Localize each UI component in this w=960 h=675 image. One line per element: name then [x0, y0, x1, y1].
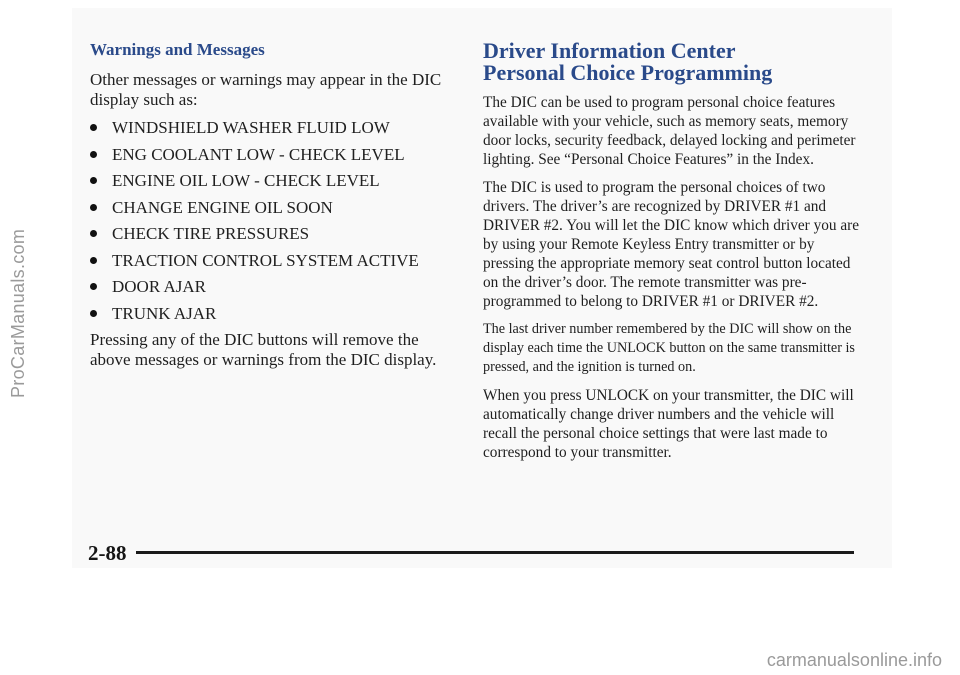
list-item-text: CHECK TIRE PRESSURES [112, 224, 310, 243]
list-item [90, 304, 450, 324]
list-item-text: DOOR AJAR [112, 277, 206, 296]
paragraph: The DIC is used to program the personal choices of two drivers. The driver’s are recognized by DRIVER #1 and DRIVER #2. You will let the DIC know which driver you are by using your Remote Keyless Entry transmitter or by pressing the appropriate memory seat control button located on the driver’s door. The remote transmitter was pre-programmed to belong to DRIVER #1 or DRIVER #2. [483, 179, 860, 310]
page-number: 2-88 [88, 541, 127, 565]
intro-text: Other messages or warnings may appear in the DIC display such as: [90, 70, 442, 109]
bullet-icon [90, 283, 97, 290]
list-item-text: WINDSHIELD WASHER FLUID LOW [112, 118, 390, 137]
closing-text: Pressing any of the DIC buttons will remove the above messages or warnings from the DIC display. [90, 330, 437, 369]
bullet-icon [90, 124, 97, 131]
list-item-text: TRUNK AJAR [112, 303, 217, 323]
bullet-icon [90, 257, 97, 264]
list-item-text: CHANGE ENGINE OIL SOON [112, 197, 333, 217]
list-item [90, 224, 450, 244]
section-heading [483, 40, 863, 84]
bullet-icon [90, 230, 97, 237]
personal-choice-section [483, 40, 863, 471]
paragraph: The DIC can be used to program personal choice features available with your vehicle, such as memory seats, memory door locks, security feedback, delayed locking and perimeter lighting. See “Personal Choice Features” in the Index. [483, 94, 856, 168]
footer-watermark: carmanualsonline.info [766, 650, 942, 670]
list-item-text: TRACTION CONTROL SYSTEM ACTIVE [112, 250, 419, 270]
bullet-icon [90, 151, 97, 158]
list-item [90, 198, 450, 218]
warning-list [90, 118, 450, 324]
section-heading-line-2: Personal Choice Programming [483, 60, 773, 85]
paragraph: The last driver number remembered by the DIC will show on the display each time the UNLOCK button on the same transmitter is pressed, and the ignition is turned on. [483, 321, 855, 375]
paragraph: When you press UNLOCK on your transmitter, the DIC will automatically change driver numbers and the vehicle will recall the personal choice settings that were last made to correspond to your transmitter. [483, 387, 854, 461]
bullet-icon [90, 177, 97, 184]
list-item-text: ENG COOLANT LOW - CHECK LEVEL [112, 144, 405, 164]
side-watermark: ProCarManuals.com [8, 228, 28, 398]
footer-rule [136, 551, 854, 554]
list-item [90, 145, 450, 165]
bullet-icon [90, 310, 97, 317]
warnings-section [90, 40, 450, 370]
list-item-text: ENGINE OIL LOW - CHECK LEVEL [112, 171, 380, 190]
section-heading-line-1: Driver Information Center [483, 38, 736, 63]
list-item [90, 277, 450, 297]
list-item [90, 171, 450, 191]
section-subheading: Warnings and Messages [90, 40, 265, 59]
list-item [90, 251, 450, 271]
bullet-icon [90, 204, 97, 211]
list-item [90, 118, 450, 138]
